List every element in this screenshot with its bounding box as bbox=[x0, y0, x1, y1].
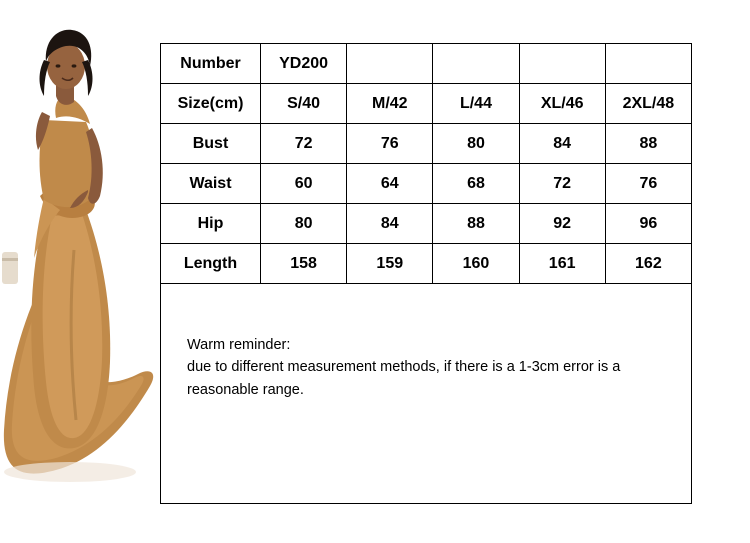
cell-size-1: M/42 bbox=[347, 84, 433, 124]
product-photo bbox=[0, 0, 160, 543]
cell-hip-3: 92 bbox=[519, 204, 605, 244]
size-table bbox=[160, 43, 692, 284]
cell-size-0: S/40 bbox=[261, 84, 347, 124]
cell-length-4: 162 bbox=[605, 244, 691, 284]
warm-reminder-line3: reasonable range. bbox=[187, 381, 304, 398]
row-label-number: Number bbox=[161, 44, 261, 84]
cell-length-3: 161 bbox=[519, 244, 605, 284]
cell-number-1 bbox=[347, 44, 433, 84]
cell-number-2 bbox=[433, 44, 519, 84]
table-row-length bbox=[161, 244, 692, 284]
row-label-length: Length bbox=[161, 244, 261, 284]
cell-length-1: 159 bbox=[347, 244, 433, 284]
cell-size-3: XL/46 bbox=[519, 84, 605, 124]
cell-hip-0: 80 bbox=[261, 204, 347, 244]
cell-waist-2: 68 bbox=[433, 164, 519, 204]
cell-size-2: L/44 bbox=[433, 84, 519, 124]
cell-bust-0: 72 bbox=[261, 124, 347, 164]
warm-reminder-line2: due to different measurement methods, if there is a 1-3cm error is a bbox=[187, 359, 621, 376]
cell-bust-2: 80 bbox=[433, 124, 519, 164]
cell-length-2: 160 bbox=[433, 244, 519, 284]
cell-waist-1: 64 bbox=[347, 164, 433, 204]
table-row-waist bbox=[161, 164, 692, 204]
cell-length-0: 158 bbox=[261, 244, 347, 284]
table-row-bust bbox=[161, 124, 692, 164]
table-row-number bbox=[161, 44, 692, 84]
row-label-size: Size(cm) bbox=[161, 84, 261, 124]
table-row-size bbox=[161, 84, 692, 124]
row-label-waist: Waist bbox=[161, 164, 261, 204]
row-label-hip: Hip bbox=[161, 204, 261, 244]
cell-waist-3: 72 bbox=[519, 164, 605, 204]
warm-reminder-box bbox=[160, 284, 692, 504]
table-row-hip bbox=[161, 204, 692, 244]
cell-number-3 bbox=[519, 44, 605, 84]
cell-bust-4: 88 bbox=[605, 124, 691, 164]
cell-bust-3: 84 bbox=[519, 124, 605, 164]
size-table-wrapper bbox=[160, 43, 692, 504]
cell-waist-4: 76 bbox=[605, 164, 691, 204]
cell-bust-1: 76 bbox=[347, 124, 433, 164]
product-photo-illustration bbox=[0, 0, 160, 543]
cell-number-4 bbox=[605, 44, 691, 84]
cell-hip-1: 84 bbox=[347, 204, 433, 244]
cell-hip-4: 96 bbox=[605, 204, 691, 244]
row-label-bust: Bust bbox=[161, 124, 261, 164]
cell-hip-2: 88 bbox=[433, 204, 519, 244]
size-table-body bbox=[161, 44, 692, 284]
cell-size-4: 2XL/48 bbox=[605, 84, 691, 124]
cell-number-0: YD200 bbox=[261, 44, 347, 84]
cell-waist-0: 60 bbox=[261, 164, 347, 204]
warm-reminder-title: Warm reminder: bbox=[187, 337, 291, 353]
